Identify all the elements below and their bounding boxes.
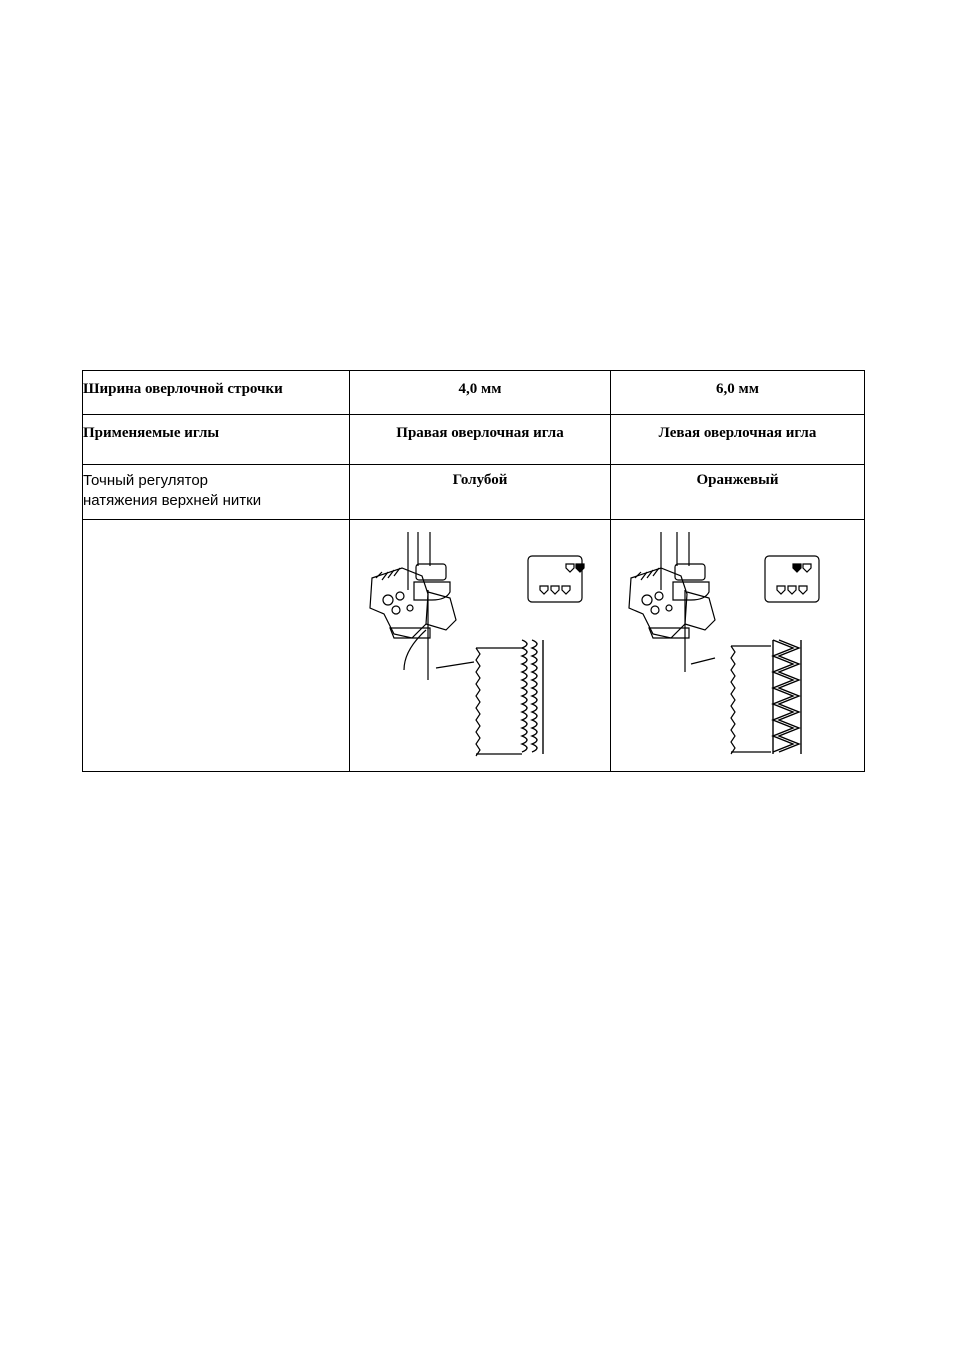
row-label-stitch-width: Ширина оверлочной строчки (83, 371, 350, 415)
table-row (83, 520, 865, 772)
stitch-width-4mm: 4,0 мм (350, 371, 611, 415)
row-label-needles: Применяемые иглы (83, 415, 350, 465)
table-row (83, 415, 865, 465)
row-label-tension-line2: натяжения верхней нитки (83, 492, 262, 509)
right-needle-overlock-illustration (350, 520, 611, 772)
presser-foot-illustration-left (611, 520, 865, 771)
needle-left: Левая оверлочная игла (611, 415, 865, 465)
table-row (83, 371, 865, 415)
row-label-tension (83, 465, 350, 520)
row-label-tension-line1: Точный регулятор (83, 472, 209, 489)
empty-cell (83, 520, 350, 772)
tension-blue: Голубой (350, 465, 611, 520)
stitch-width-6mm: 6,0 мм (611, 371, 865, 415)
needle-right: Правая оверлочная игла (350, 415, 611, 465)
overlock-spec-table (82, 370, 865, 772)
table-row (83, 465, 865, 520)
left-needle-overlock-illustration (611, 520, 865, 772)
tension-orange: Оранжевый (611, 465, 865, 520)
presser-foot-illustration-right (350, 520, 611, 771)
